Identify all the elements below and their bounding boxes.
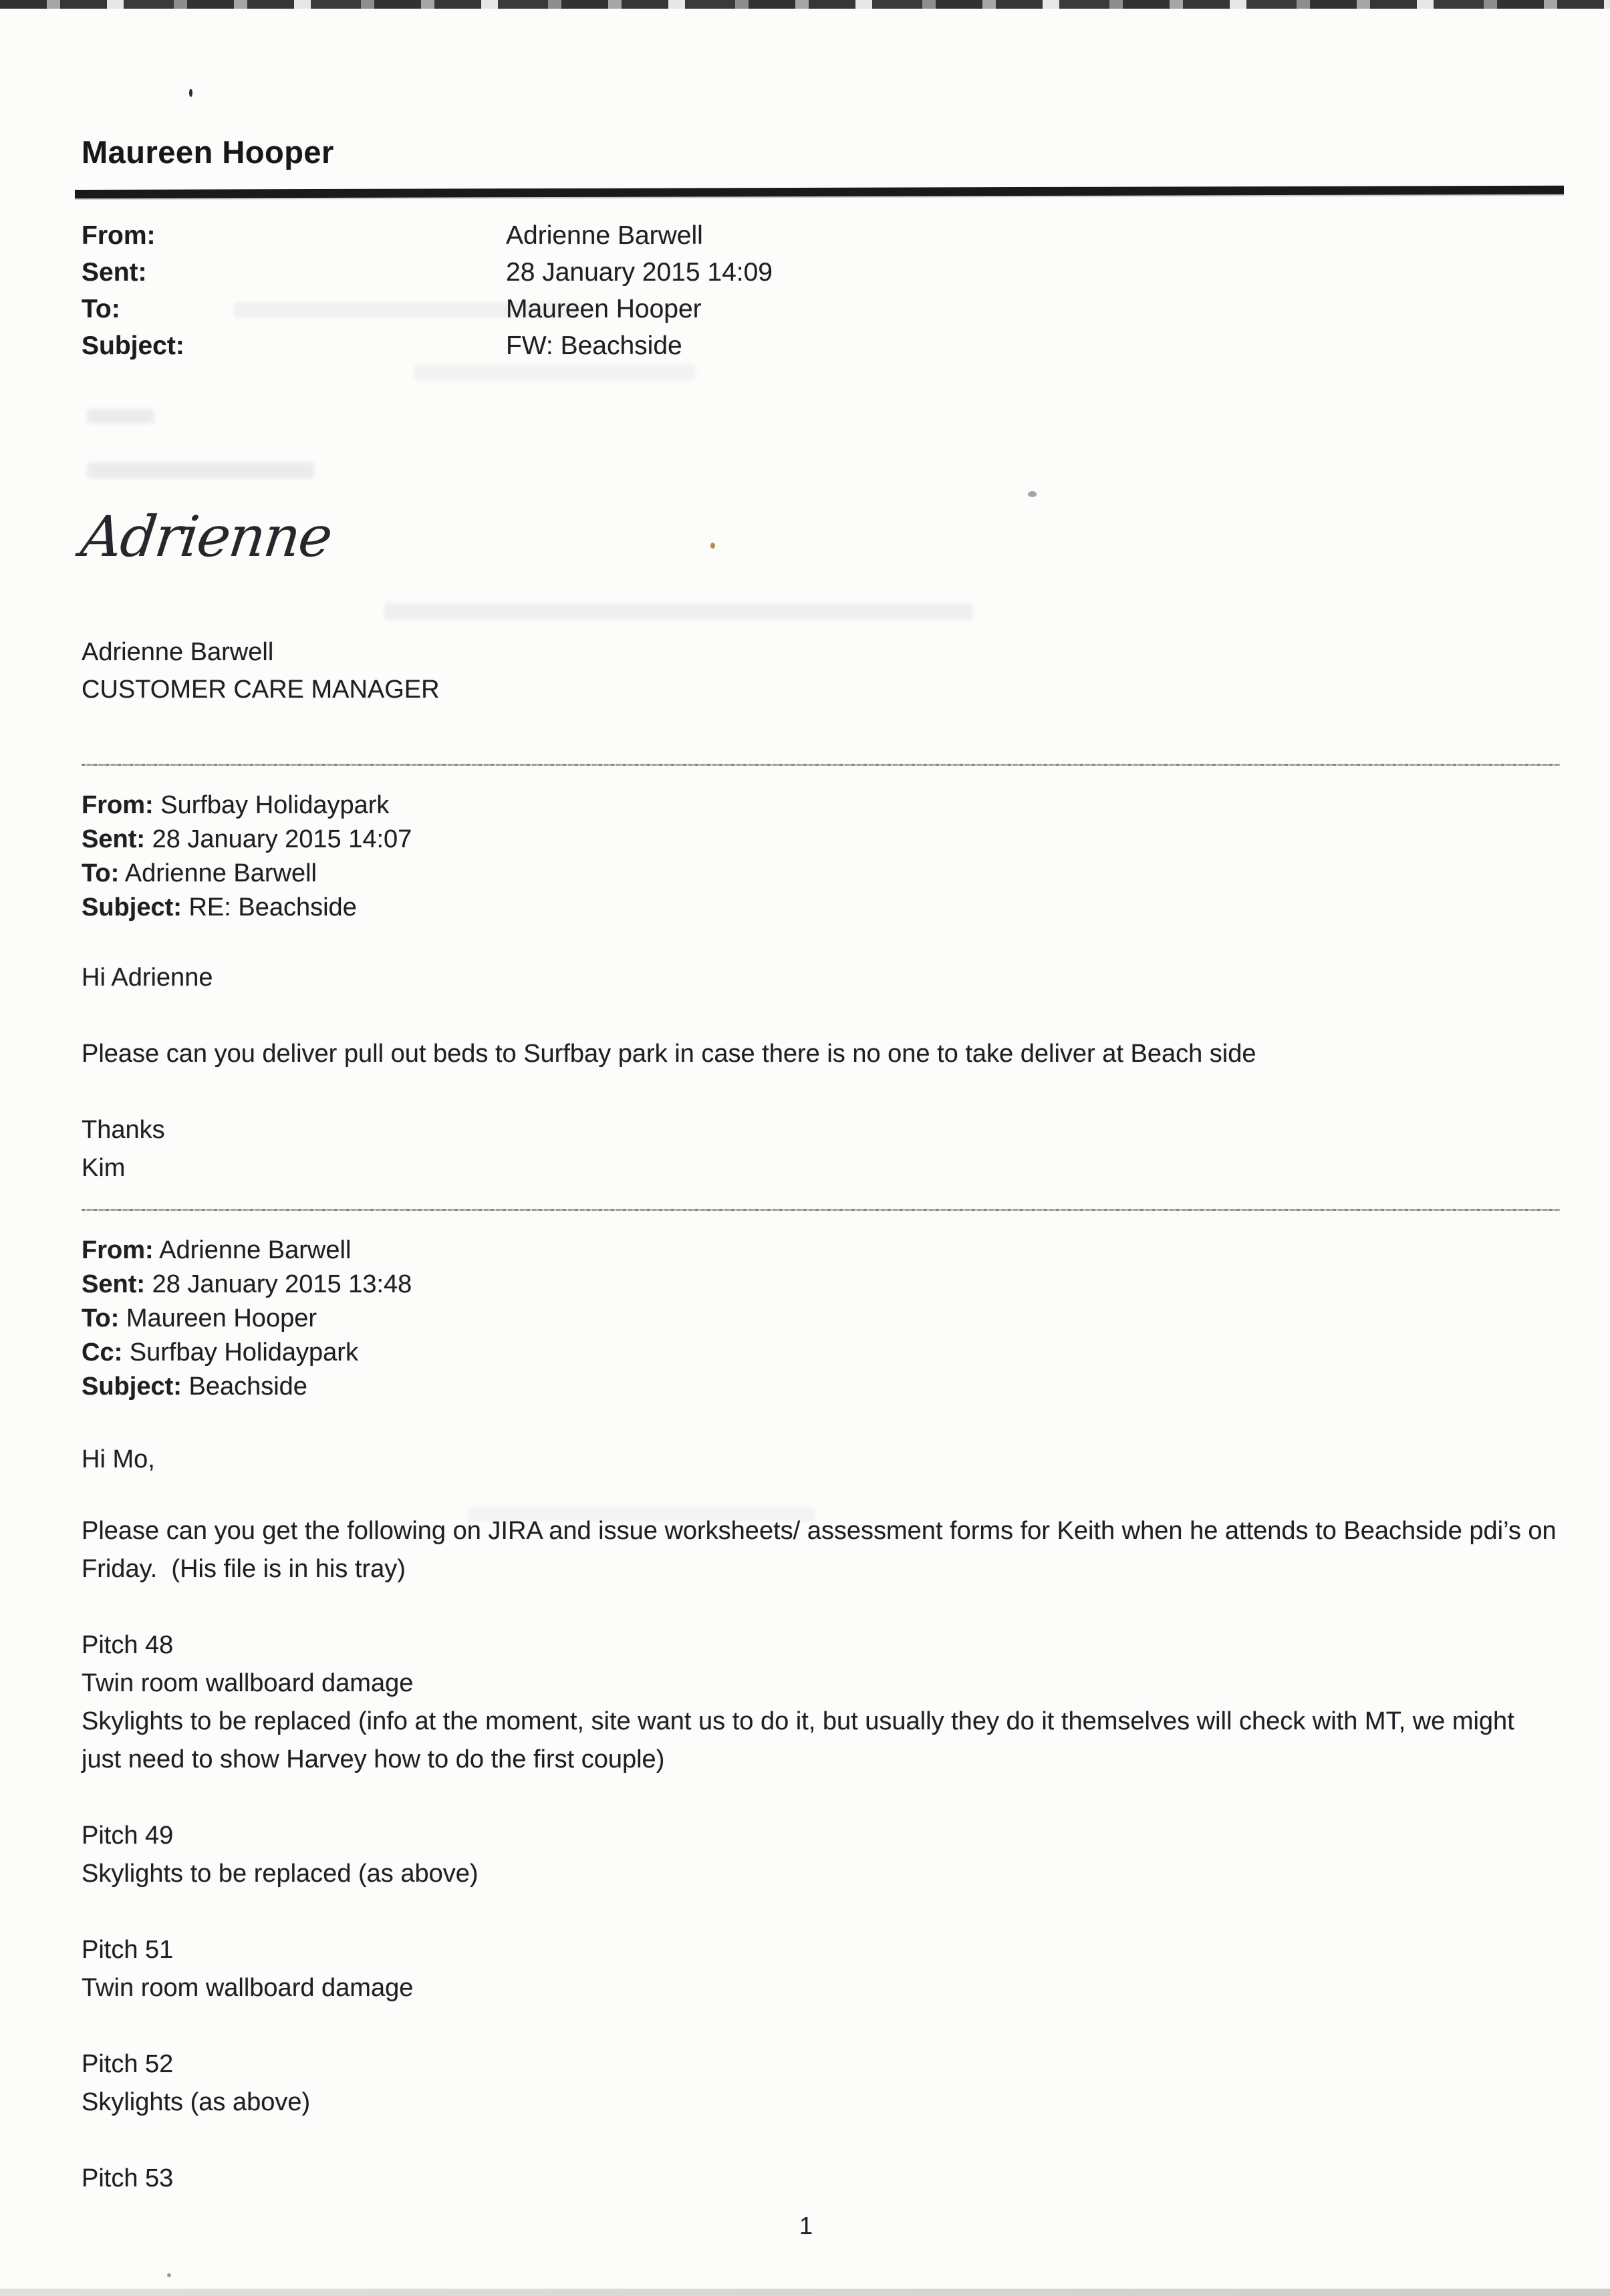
email3-greeting: Hi Mo, — [82, 1445, 155, 1473]
pitch-48-group — [82, 1626, 1560, 1779]
pitch-line: Skylights to be replaced (as above) — [82, 1859, 479, 1888]
email2-body: Please can you deliver pull out beds to Surfbay park in case there is no one to take deliver at Beach side — [82, 1039, 1256, 1068]
email2-header — [82, 788, 1560, 925]
from-label: From: — [82, 791, 154, 819]
from-value: Surfbay Holidaypark — [160, 791, 390, 819]
subject-value: Beachside — [188, 1372, 307, 1401]
pitch-title: Pitch 53 — [82, 2164, 174, 2192]
signature-name: Adrienne Barwell — [82, 637, 274, 666]
signature-role: CUSTOMER CARE MANAGER — [82, 675, 440, 704]
sent-value: 28 January 2015 14:07 — [152, 825, 412, 853]
pitch-title: Pitch 51 — [82, 1935, 174, 1964]
to-value: Adrienne Barwell — [124, 859, 317, 887]
from-value: Adrienne Barwell — [159, 1236, 352, 1264]
subject-value: RE: Beachside — [188, 893, 357, 921]
pitch-title: Pitch 48 — [82, 1630, 174, 1659]
pitch-title: Pitch 52 — [82, 2049, 174, 2078]
scan-artifact-bottom-edge — [0, 2289, 1610, 2296]
email1-header — [82, 217, 1560, 364]
email3-header — [82, 1234, 1560, 1404]
pitch-title: Pitch 49 — [82, 1821, 174, 1850]
sent-label: Sent: — [82, 257, 147, 287]
to-label: To: — [82, 859, 120, 887]
to-value: Maureen Hooper — [506, 294, 702, 323]
to-value: Maureen Hooper — [126, 1304, 317, 1332]
title-rule — [75, 185, 1564, 198]
pitch-52-group — [82, 2045, 1560, 2122]
email-divider — [82, 764, 1560, 766]
signature-script: Adrienne — [77, 503, 336, 569]
pitch-53-group — [82, 2160, 1560, 2198]
pitch-51-group — [82, 1931, 1560, 2007]
email2-closing: Thanks — [82, 1115, 165, 1144]
to-label: To: — [82, 294, 120, 323]
pitch-line: Skylights to be replaced (info at the moment, site want us to do it, but usually they do it themselves will check with MT, we might just need to show Harvey how to do the first couple) — [82, 1707, 1514, 1773]
from-label: From: — [82, 1236, 154, 1264]
to-label: To: — [82, 1304, 120, 1332]
subject-value: FW: Beachside — [506, 331, 682, 360]
email2-greeting: Hi Adrienne — [82, 963, 213, 992]
email2-signoff: Kim — [82, 1153, 126, 1182]
email3-intro: Please can you get the following on JIRA and issue worksheets/ assessment forms for Keith when he attends to Beachside pdi’s on Friday. (His file is in his tray) — [82, 1516, 1564, 1583]
subject-label: Subject: — [82, 1372, 182, 1401]
sent-value: 28 January 2015 13:48 — [152, 1270, 412, 1298]
sent-label: Sent: — [82, 825, 145, 853]
pitch-line: Skylights (as above) — [82, 2088, 311, 2116]
pitch-line: Twin room wallboard damage — [82, 1973, 414, 2002]
cc-value: Surfbay Holidaypark — [129, 1338, 358, 1367]
from-value: Adrienne Barwell — [506, 221, 703, 250]
subject-label: Subject: — [82, 893, 182, 921]
subject-label: Subject: — [82, 331, 184, 360]
sent-value: 28 January 2015 14:09 — [506, 257, 773, 287]
pitch-49-group — [82, 1817, 1560, 1893]
email-divider — [82, 1209, 1560, 1211]
sent-label: Sent: — [82, 1270, 145, 1298]
pitch-line: Twin room wallboard damage — [82, 1669, 414, 1697]
page-content — [77, 0, 1564, 2198]
cc-label: Cc: — [82, 1338, 123, 1367]
from-label: From: — [82, 221, 156, 250]
signature-block — [82, 633, 1560, 708]
page-title: Maureen Hooper — [82, 134, 334, 170]
page-number: 1 — [799, 2212, 813, 2239]
scan-speck — [167, 2273, 171, 2277]
